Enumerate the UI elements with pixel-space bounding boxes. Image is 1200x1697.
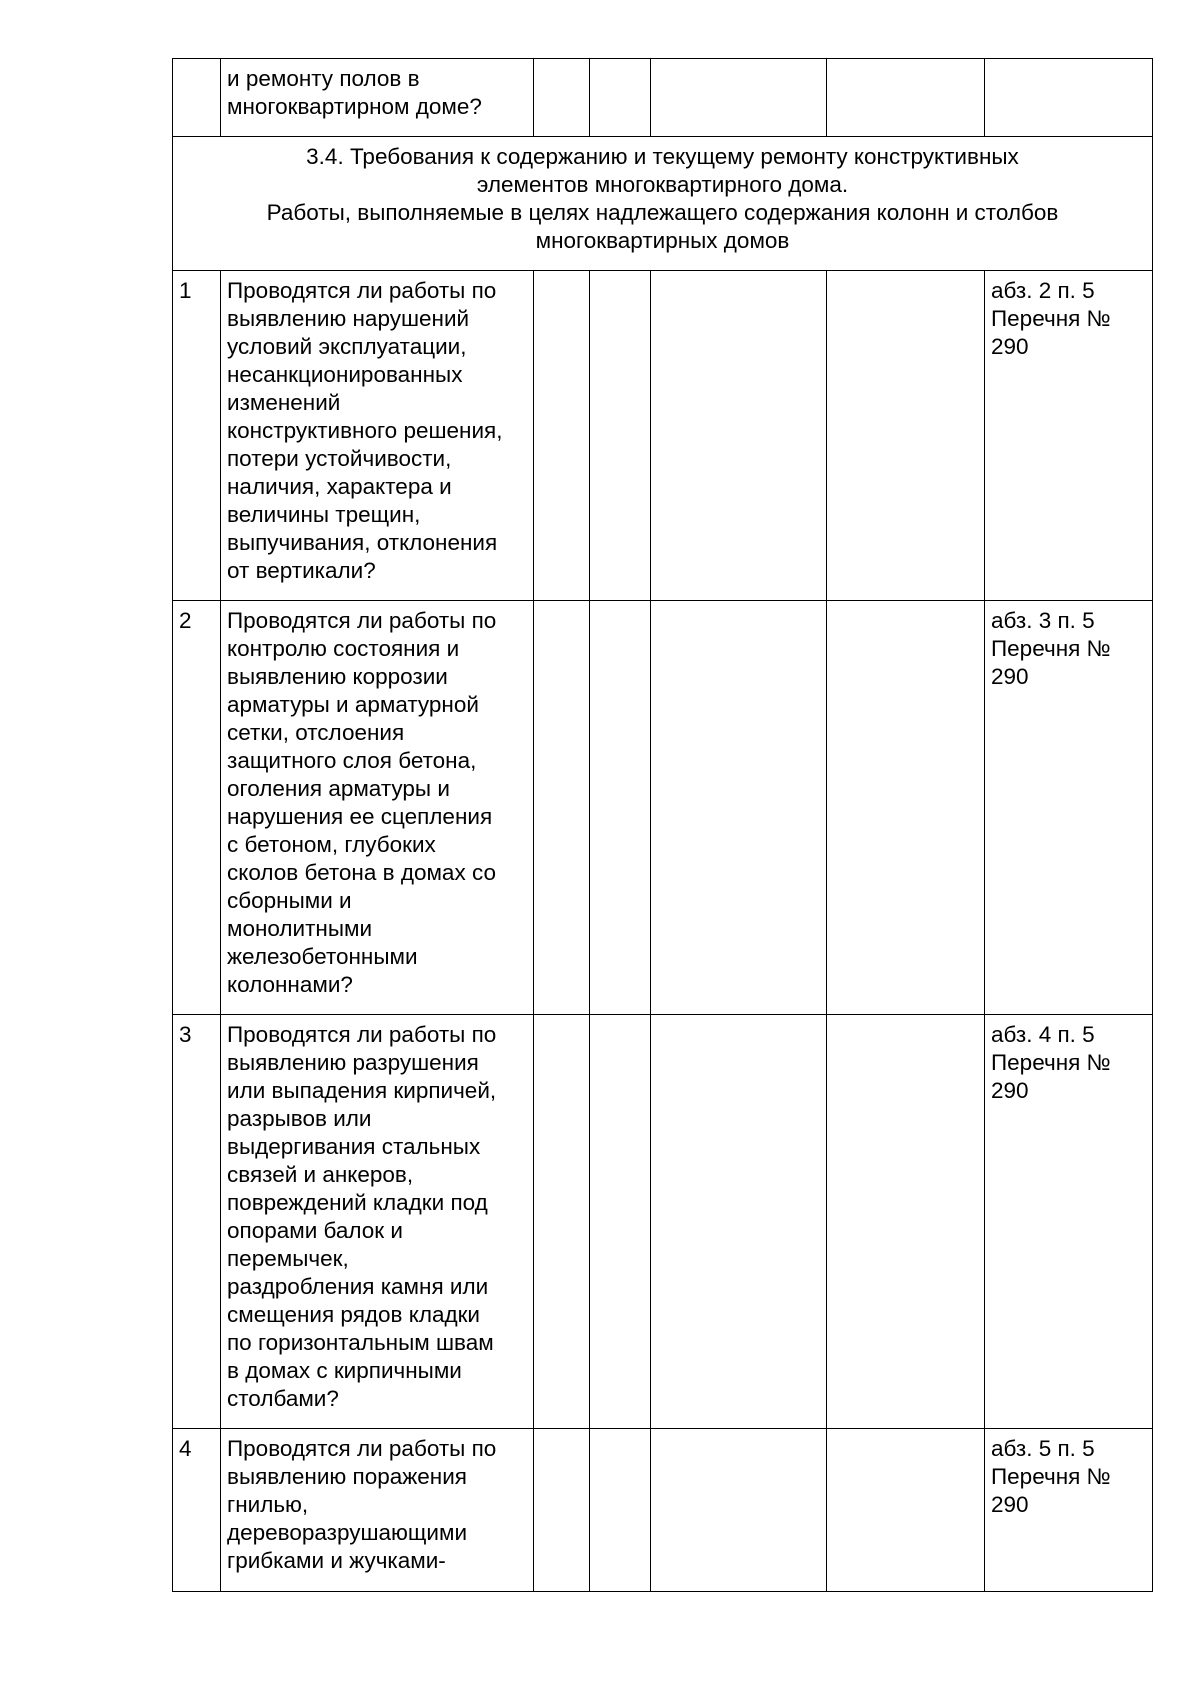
section-header: [173, 137, 1153, 271]
question-line: выявлению поражения: [227, 1464, 467, 1489]
comment-cell: [827, 601, 985, 1015]
answer-yes-cell: [534, 271, 590, 601]
question-line: выявлению разрушения: [227, 1050, 479, 1075]
question-line: гнилью,: [227, 1492, 309, 1517]
reference-line: Перечня №: [991, 1464, 1111, 1489]
reference-line: 290: [991, 334, 1029, 359]
section-header-line: 3.4. Требования к содержанию и текущему ремонту конструктивных: [306, 144, 1019, 169]
question-cell: [221, 1429, 534, 1592]
reference-line: абз. 3 п. 5: [991, 608, 1095, 633]
section-header-row: [173, 137, 1153, 271]
question-line: дереворазрушающими: [227, 1520, 468, 1545]
reference-line: абз. 5 п. 5: [991, 1436, 1095, 1461]
table-row: [173, 601, 1153, 1015]
table-row: [173, 1429, 1153, 1592]
question-line: выпучивания, отклонения: [227, 530, 498, 555]
question-line: сколов бетона в домах со: [227, 860, 496, 885]
comment-cell: [827, 271, 985, 601]
answer-no-cell: [590, 1429, 651, 1592]
reference-line: 290: [991, 1078, 1029, 1103]
table-row: [173, 271, 1153, 601]
question-line: столбами?: [227, 1386, 339, 1411]
checklist-table: [172, 58, 1153, 1592]
question-line: наличия, характера и: [227, 474, 452, 499]
question-line: с бетоном, глубоких: [227, 832, 436, 857]
question-line: потери устойчивости,: [227, 446, 452, 471]
answer-yes-cell: [534, 1429, 590, 1592]
reference-cell: [985, 1015, 1153, 1429]
question-cell: [221, 1015, 534, 1429]
question-line: колоннами?: [227, 972, 353, 997]
question-line: перемычек,: [227, 1246, 349, 1271]
reference-line: абз. 2 п. 5: [991, 278, 1095, 303]
question-line: и ремонту полов в: [227, 66, 420, 91]
answer-na-cell: [651, 1429, 827, 1592]
num-cell: [173, 59, 221, 137]
answer-na-cell: [651, 1015, 827, 1429]
question-line: величины трещин,: [227, 502, 421, 527]
question-line: грибками и жучками-: [227, 1548, 446, 1573]
question-line: опорами балок и: [227, 1218, 403, 1243]
question-line: арматуры и арматурной: [227, 692, 479, 717]
question-line: связей и анкеров,: [227, 1162, 414, 1187]
comment-cell: [827, 1429, 985, 1592]
question-cell: [221, 271, 534, 601]
question-line: выявлению коррозии: [227, 664, 448, 689]
reference-cell: [985, 601, 1153, 1015]
reference-line: 290: [991, 664, 1029, 689]
section-header-line: многоквартирных домов: [535, 228, 790, 253]
reference-cell: [985, 1429, 1153, 1592]
table-row-continued: [173, 59, 1153, 137]
answer-yes-cell: [534, 59, 590, 137]
answer-no-cell: [590, 59, 651, 137]
question-line: Проводятся ли работы по: [227, 1022, 497, 1047]
question-line: в домах с кирпичными: [227, 1358, 462, 1383]
question-line: повреждений кладки под: [227, 1190, 488, 1215]
answer-no-cell: [590, 1015, 651, 1429]
question-line: оголения арматуры и: [227, 776, 450, 801]
question-line: выдергивания стальных: [227, 1134, 481, 1159]
table-row: [173, 1015, 1153, 1429]
section-header-line: элементов многоквартирного дома.: [476, 172, 849, 197]
section-header-line: Работы, выполняемые в целях надлежащего содержания колонн и столбов: [266, 200, 1059, 225]
row-number: 4: [173, 1429, 221, 1592]
answer-no-cell: [590, 271, 651, 601]
question-line: выявлению нарушений: [227, 306, 470, 331]
question-line: многоквартирном доме?: [227, 94, 482, 119]
question-line: нарушения ее сцепления: [227, 804, 493, 829]
answer-yes-cell: [534, 601, 590, 1015]
question-line: условий эксплуатации,: [227, 334, 467, 359]
question-line: или выпадения кирпичей,: [227, 1078, 497, 1103]
answer-na-cell: [651, 59, 827, 137]
question-line: по горизонтальным швам: [227, 1330, 494, 1355]
answer-no-cell: [590, 601, 651, 1015]
question-line: раздробления камня или: [227, 1274, 489, 1299]
reference-cell: [985, 271, 1153, 601]
question-line: Проводятся ли работы по: [227, 608, 497, 633]
question-line: Проводятся ли работы по: [227, 1436, 497, 1461]
answer-yes-cell: [534, 1015, 590, 1429]
question-line: монолитными: [227, 916, 373, 941]
comment-cell: [827, 59, 985, 137]
question-line: изменений: [227, 390, 341, 415]
question-line: сетки, отслоения: [227, 720, 405, 745]
comment-cell: [827, 1015, 985, 1429]
reference-line: абз. 4 п. 5: [991, 1022, 1095, 1047]
question-line: контролю состояния и: [227, 636, 460, 661]
answer-na-cell: [651, 601, 827, 1015]
question-line: разрывов или: [227, 1106, 372, 1131]
reference-line: Перечня №: [991, 306, 1111, 331]
row-number: 3: [173, 1015, 221, 1429]
question-line: Проводятся ли работы по: [227, 278, 497, 303]
row-number: 1: [173, 271, 221, 601]
reference-cell: [985, 59, 1153, 137]
reference-line: Перечня №: [991, 1050, 1111, 1075]
question-line: несанкционированных: [227, 362, 463, 387]
reference-line: Перечня №: [991, 636, 1111, 661]
question-line: смещения рядов кладки: [227, 1302, 481, 1327]
question-cell: [221, 59, 534, 137]
answer-na-cell: [651, 271, 827, 601]
question-cell: [221, 601, 534, 1015]
question-line: конструктивного решения,: [227, 418, 503, 443]
row-number: 2: [173, 601, 221, 1015]
question-line: от вертикали?: [227, 558, 376, 583]
question-line: сборными и: [227, 888, 352, 913]
question-line: защитного слоя бетона,: [227, 748, 477, 773]
question-line: железобетонными: [227, 944, 418, 969]
reference-line: 290: [991, 1492, 1029, 1517]
